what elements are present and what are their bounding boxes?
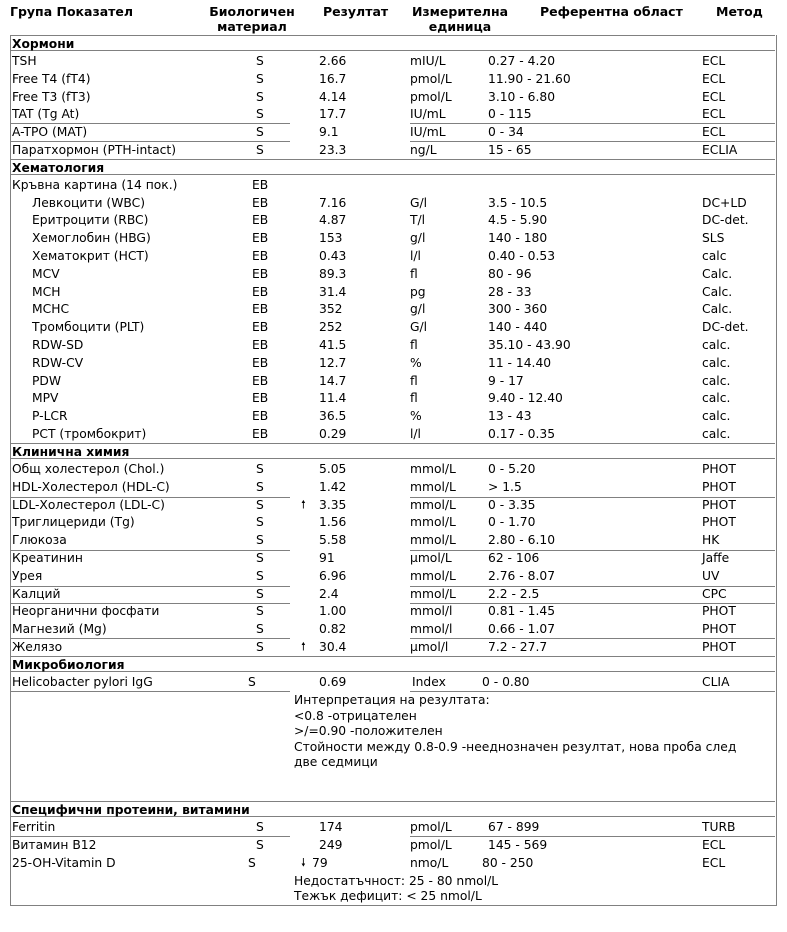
method: ECL (702, 125, 726, 140)
reference-range: 35.10 - 43.90 (488, 337, 571, 352)
table-row (10, 620, 775, 638)
note-line: Стойности между 0.8-0.9 -нееднозначен резултат, нова проба след (294, 739, 737, 754)
method: ECL (702, 107, 726, 122)
header-unit-line2: единица (428, 19, 492, 34)
analyte-name: TAT (Tg At) (12, 107, 80, 122)
reference-range: 2.76 - 8.07 (488, 568, 556, 583)
result-value: 1.56 (319, 515, 347, 530)
result-value: 16.7 (319, 71, 347, 86)
table-row (10, 123, 775, 141)
table-row (10, 283, 775, 301)
reference-range: 300 - 360 (488, 302, 548, 317)
unit: nmo/L (410, 855, 449, 870)
table-row (10, 70, 775, 88)
unit: l/l (410, 248, 421, 263)
unit: G/l (410, 320, 428, 335)
unit: pmol/L (410, 71, 452, 86)
note-line: Интерпретация на резултата: (294, 693, 490, 707)
table-row (10, 602, 775, 620)
reference-range: 80 - 250 (482, 855, 534, 870)
material: S (256, 515, 264, 530)
unit: fl (410, 266, 418, 281)
material: S (256, 640, 264, 654)
section-title: Клинична химия (12, 445, 130, 459)
table-row (10, 425, 775, 443)
result-value: 11.4 (319, 391, 347, 406)
unit: mmol/L (410, 568, 456, 583)
unit: pmol/L (410, 820, 452, 834)
blood-count-material: EB (252, 178, 269, 192)
result-value: 252 (319, 320, 343, 335)
unit: µmol/L (410, 551, 452, 565)
material: EB (252, 355, 269, 370)
table-row (10, 478, 775, 496)
unit: g/l (410, 302, 426, 317)
analyte-name: 25-OH-Vitamin D (12, 855, 116, 870)
table-row (10, 194, 775, 212)
table-row (10, 300, 775, 318)
divider (10, 691, 290, 692)
table-row (10, 336, 775, 354)
result-value: 31.4 (319, 284, 347, 299)
analyte-name: Витамин B12 (12, 837, 97, 852)
result-value: 1.42 (319, 479, 347, 494)
reference-range: 0 - 5.20 (488, 462, 536, 476)
material: S (256, 622, 264, 637)
unit: % (410, 409, 422, 424)
material: EB (252, 337, 269, 352)
analyte-name: Тромбоцити (PLT) (32, 320, 145, 335)
analyte-name: Калций (12, 586, 61, 601)
divider (10, 586, 290, 587)
material: EB (252, 409, 269, 424)
header-result: Резултат (323, 4, 389, 19)
analyte-name: PCT (тромбокрит) (32, 426, 147, 441)
header-unit-line1: Измерителна (411, 4, 509, 19)
result-value: 3.35 (319, 497, 347, 512)
method: calc. (702, 409, 731, 424)
blood-count-title-row (10, 176, 775, 194)
result-value: 12.7 (319, 355, 347, 370)
divider (10, 497, 290, 498)
result-value: 17.7 (319, 107, 347, 122)
material: S (248, 675, 256, 689)
reference-range: 0 - 115 (488, 107, 532, 122)
result-value: 352 (319, 302, 343, 317)
analyte-name: Триглицериди (Tg) (12, 515, 135, 530)
header-material-line1: Биологичен (209, 4, 295, 19)
method: calc. (702, 391, 731, 406)
table-row (10, 513, 775, 531)
result-value: 36.5 (319, 409, 347, 424)
unit: fl (410, 391, 418, 406)
method: PHOT (702, 497, 736, 512)
section-title: Специфични протеини, витамини (12, 803, 250, 817)
reference-range: > 1.5 (488, 479, 522, 494)
material: EB (252, 248, 269, 263)
analyte-name: Хематокрит (HCT) (32, 248, 149, 263)
arrow-down-icon: 🠗 (301, 855, 306, 869)
reference-range: 140 - 180 (488, 231, 548, 246)
unit: IU/mL (410, 107, 446, 122)
result-value: 4.14 (319, 89, 347, 104)
header-unit (408, 4, 512, 34)
note-line: Недостатъчност: 25 - 80 nmol/L (294, 874, 499, 888)
method: PHOT (702, 515, 736, 530)
material: S (256, 125, 264, 140)
material: S (256, 143, 264, 157)
result-value: 5.05 (319, 462, 347, 476)
table-row (10, 229, 775, 247)
table-row (10, 673, 775, 691)
result-value: 0.69 (319, 675, 347, 689)
unit: mmol/L (410, 462, 456, 476)
analyte-name: Ferritin (12, 820, 56, 834)
divider (410, 603, 775, 604)
arrow-up-icon: 🠕 (301, 640, 306, 653)
unit: mmol/L (410, 479, 456, 494)
analyte-name: Урея (12, 568, 43, 583)
reference-range: 11 - 14.40 (488, 355, 552, 370)
table-row (10, 836, 775, 854)
analyte-name: Общ холестерол (Chol.) (12, 462, 165, 476)
note-line: Тежък дефицит: < 25 nmol/L (294, 889, 482, 903)
table-row (10, 531, 775, 549)
table-row (10, 88, 775, 106)
method: TURB (702, 820, 736, 834)
reference-range: 0.17 - 0.35 (488, 426, 556, 441)
unit: pg (410, 284, 426, 299)
method: PHOT (702, 640, 736, 654)
table-row (10, 407, 775, 425)
divider (410, 836, 775, 837)
result-value: 2.4 (319, 586, 339, 601)
material: S (256, 54, 264, 68)
method: ECL (702, 837, 726, 852)
analyte-name: MCH (32, 284, 61, 299)
reference-range: 2.80 - 6.10 (488, 533, 556, 548)
divider (10, 836, 290, 837)
method: CLIA (702, 675, 730, 689)
method: CPC (702, 586, 727, 601)
analyte-name: MCHC (32, 302, 70, 317)
reference-range: 11.90 - 21.60 (488, 71, 571, 86)
material: S (256, 820, 264, 834)
method: PHOT (702, 479, 736, 494)
material: EB (252, 426, 269, 441)
header-material (204, 4, 300, 34)
section-hormones (10, 35, 775, 51)
divider (410, 550, 775, 551)
material: S (256, 71, 264, 86)
material: S (256, 89, 264, 104)
reference-range: 9 - 17 (488, 373, 524, 388)
divider (410, 141, 775, 142)
material: S (256, 462, 264, 476)
header-method: Метод (716, 4, 763, 19)
reference-range: 80 - 96 (488, 266, 532, 281)
divider (410, 497, 775, 498)
reference-range: 2.2 - 2.5 (488, 586, 540, 601)
analyte-name: Helicobacter pylori IgG (12, 675, 153, 689)
material: EB (252, 195, 269, 210)
reference-range: 145 - 569 (488, 837, 548, 852)
table-row (10, 318, 775, 336)
table-row (10, 211, 775, 229)
method: SLS (702, 231, 725, 246)
reference-range: 0.27 - 4.20 (488, 54, 556, 68)
method: calc. (702, 426, 731, 441)
result-value: 30.4 (319, 640, 347, 654)
divider (10, 141, 290, 142)
divider (10, 123, 290, 124)
material: EB (252, 231, 269, 246)
reference-range: 3.5 - 10.5 (488, 195, 548, 210)
unit: G/l (410, 195, 428, 210)
result-value: 2.66 (319, 54, 347, 68)
method: Calc. (702, 284, 733, 299)
material: S (256, 551, 264, 565)
method: Jaffe (702, 551, 730, 565)
unit: mIU/L (410, 54, 446, 68)
method: HK (702, 533, 720, 548)
result-value: 0.43 (319, 248, 347, 263)
material: S (256, 107, 264, 122)
result-value: 4.87 (319, 213, 347, 228)
material: EB (252, 373, 269, 388)
result-value: 5.58 (319, 533, 347, 548)
material: S (256, 479, 264, 494)
analyte-name: Креатинин (12, 551, 83, 565)
method: ECL (702, 54, 726, 68)
table-row (10, 854, 775, 872)
material: S (248, 855, 256, 870)
unit: l/l (410, 426, 421, 441)
unit: Index (412, 675, 446, 689)
analyte-name: P-LCR (32, 409, 68, 424)
section-hematology (10, 159, 775, 175)
result-value: 0.29 (319, 426, 347, 441)
unit: fl (410, 337, 418, 352)
result-value: 41.5 (319, 337, 347, 352)
result-value: 174 (319, 820, 343, 834)
unit: ng/L (410, 143, 437, 157)
method: Calc. (702, 266, 733, 281)
reference-range: 0.40 - 0.53 (488, 248, 556, 263)
method: calc. (702, 355, 731, 370)
analyte-name: RDW-CV (32, 355, 84, 370)
method: ECL (702, 855, 726, 870)
material: EB (252, 284, 269, 299)
method: calc. (702, 337, 731, 352)
table-row (10, 247, 775, 265)
divider (410, 123, 775, 124)
reference-range: 0 - 1.70 (488, 515, 536, 530)
analyte-name: Магнезий (Mg) (12, 622, 107, 637)
reference-range: 0.66 - 1.07 (488, 622, 556, 637)
unit: mmol/L (410, 586, 456, 601)
header-reference: Референтна област (540, 4, 683, 19)
section-chemistry (10, 443, 775, 459)
method: UV (702, 568, 720, 583)
unit: mmol/L (410, 515, 456, 530)
method: PHOT (702, 604, 736, 619)
material: EB (252, 302, 269, 317)
table-row (10, 818, 775, 836)
unit: mmol/l (410, 604, 453, 619)
section-title: Микробиология (12, 658, 125, 672)
analyte-name: HDL-Холестерол (HDL-C) (12, 479, 170, 494)
result-value: 1.00 (319, 604, 347, 619)
divider (410, 586, 775, 587)
reference-range: 3.10 - 6.80 (488, 89, 556, 104)
analyte-name: Free T4 (fT4) (12, 71, 91, 86)
table-row (10, 354, 775, 372)
reference-range: 13 - 43 (488, 409, 532, 424)
table-row (10, 567, 775, 585)
analyte-name: Левкоцити (WBC) (32, 195, 145, 210)
analyte-name: PDW (32, 373, 62, 388)
header-group: Група Показател (10, 4, 134, 19)
result-value: 0.82 (319, 622, 347, 637)
analyte-name: LDL-Холестерол (LDL-C) (12, 497, 165, 512)
reference-range: 0 - 34 (488, 125, 524, 140)
analyte-name: Неорганични фосфати (12, 604, 160, 619)
result-value: 249 (319, 837, 343, 852)
reference-range: 0 - 0.80 (482, 675, 530, 689)
reference-range: 62 - 106 (488, 551, 540, 565)
method: PHOT (702, 622, 736, 637)
material: EB (252, 213, 269, 228)
note-line: две седмици (294, 755, 378, 769)
unit: g/l (410, 231, 426, 246)
material: S (256, 837, 264, 852)
unit: % (410, 355, 422, 370)
divider (10, 638, 290, 639)
analyte-name: A-TPO (MAT) (12, 125, 88, 140)
reference-range: 15 - 65 (488, 143, 532, 157)
method: calc. (702, 373, 731, 388)
result-value: 89.3 (319, 266, 347, 281)
analyte-name: Free T3 (fT3) (12, 89, 91, 104)
section-proteins (10, 801, 775, 817)
section-title: Хематология (12, 161, 105, 175)
method: ECL (702, 89, 726, 104)
material: EB (252, 320, 269, 335)
table-row (10, 105, 775, 123)
result-value: 9.1 (319, 125, 339, 140)
reference-range: 140 - 440 (488, 320, 548, 335)
result-value: 79 (312, 855, 328, 870)
unit: pmol/L (410, 837, 452, 852)
method: PHOT (702, 462, 736, 476)
analyte-name: MPV (32, 391, 59, 406)
result-value: 7.16 (319, 195, 347, 210)
divider (10, 550, 290, 551)
material: S (256, 604, 264, 619)
unit: µmol/l (410, 640, 449, 654)
method: DC-det. (702, 320, 749, 335)
method: calc (702, 248, 727, 263)
vitamin-d-note (294, 874, 498, 904)
reference-range: 9.40 - 12.40 (488, 391, 563, 406)
table-row (10, 265, 775, 283)
analyte-name: Паратхормон (PTH-intact) (12, 143, 176, 157)
table-row (10, 460, 775, 478)
reference-range: 0 - 3.35 (488, 497, 536, 512)
note-line: >/=0.90 -положителен (294, 724, 443, 738)
method: Calc. (702, 302, 733, 317)
table-row (10, 638, 775, 656)
analyte-name: Еритроцити (RBC) (32, 213, 149, 228)
table-row (10, 496, 775, 514)
table-row (10, 585, 775, 603)
arrow-up-icon: 🠕 (301, 497, 306, 511)
material: S (256, 586, 264, 601)
reference-range: 67 - 899 (488, 820, 540, 834)
divider (10, 603, 290, 604)
unit: pmol/L (410, 89, 452, 104)
reference-range: 0.81 - 1.45 (488, 604, 556, 619)
result-value: 6.96 (319, 568, 347, 583)
divider (410, 691, 775, 692)
material: EB (252, 266, 269, 281)
material: EB (252, 391, 269, 406)
table-row (10, 549, 775, 567)
method: DC+LD (702, 195, 747, 210)
section-title: Хормони (12, 37, 75, 51)
analyte-name: Желязо (12, 640, 63, 654)
header-material-line2: материал (217, 19, 287, 34)
table-row (10, 389, 775, 407)
blood-count-title: Кръвна картина (14 пок.) (12, 178, 178, 192)
analyte-name: RDW-SD (32, 337, 84, 352)
unit: IU/mL (410, 125, 446, 140)
note-line: <0.8 -отрицателен (294, 708, 417, 723)
method: ECLIA (702, 143, 738, 157)
method: ECL (702, 71, 726, 86)
table-row (10, 372, 775, 390)
reference-range: 4.5 - 5.90 (488, 213, 548, 228)
unit: mmol/L (410, 497, 456, 512)
unit: mmol/L (410, 533, 456, 548)
method: DC-det. (702, 213, 749, 228)
micro-interpretation-note (294, 693, 736, 771)
table-row (10, 141, 775, 159)
unit: T/l (410, 213, 426, 228)
reference-range: 7.2 - 27.7 (488, 640, 548, 654)
result-value: 153 (319, 231, 343, 246)
material: S (256, 533, 264, 548)
result-value: 23.3 (319, 143, 347, 157)
analyte-name: Глюкоза (12, 533, 67, 548)
unit: mmol/l (410, 622, 453, 637)
material: S (256, 497, 264, 512)
section-microbiology (10, 656, 775, 672)
reference-range: 28 - 33 (488, 284, 532, 299)
analyte-name: TSH (12, 54, 37, 68)
table-row (10, 52, 775, 70)
divider (410, 638, 775, 639)
result-value: 91 (319, 551, 335, 565)
analyte-name: Хемоглобин (HBG) (32, 231, 151, 246)
analyte-name: MCV (32, 266, 60, 281)
unit: fl (410, 373, 418, 388)
result-value: 14.7 (319, 373, 347, 388)
material: S (256, 568, 264, 583)
